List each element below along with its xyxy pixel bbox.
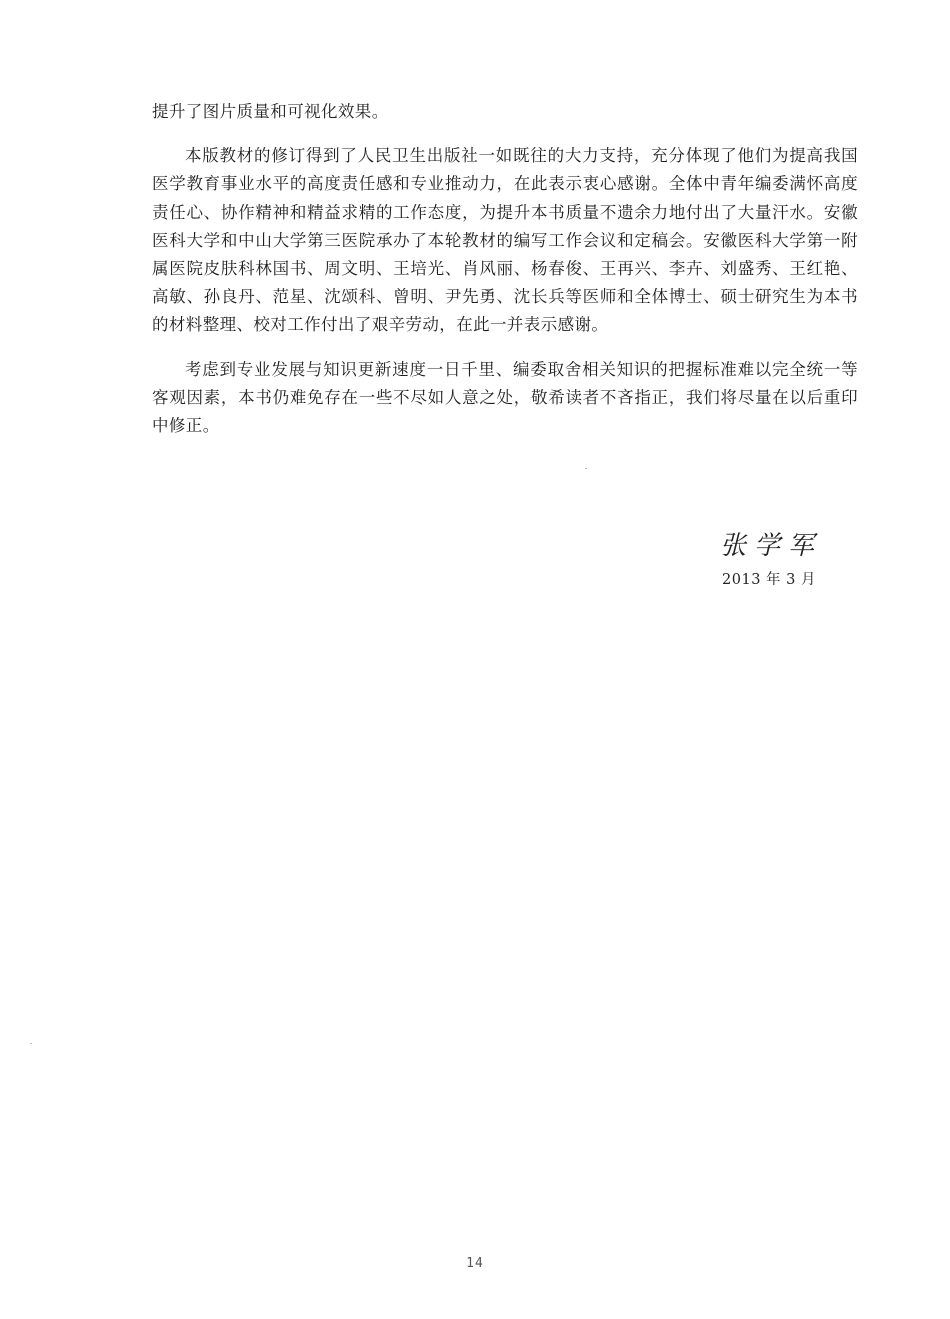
paragraph-continuation: 提升了图片质量和可视化效果。 — [152, 102, 389, 121]
scan-speck — [30, 1043, 32, 1044]
paragraph-acknowledgements: 本版教材的修订得到了人民卫生出版社一如既往的大力支持，充分体现了他们为提高我国医学教育事业水平的高度责任感和专业推动力，在此表示衷心感谢。全体中青年编委满怀高度责任心、协作精神和精益求精的工作态度，为提升本书质量不遗余力地付出了大量汗水。安徽医科大学和中山大学第三医院承办了本轮教材的编写工作会议和定稿会。安徽医科大学第一附属医院皮肤科林国书、周文明、王培光、肖风丽、杨春俊、王再兴、李卉、刘盛秀、王红艳、高敏、孙良丹、范星、沈颂科、曾明、尹先勇、沈长兵等医师和全体博士、硕士研究生为本书的材料整理、校对工作付出了艰辛劳动，在此一并表示感谢。 — [152, 146, 858, 335]
signature-date: 2013 年 3 月 — [722, 572, 816, 588]
page-number: 14 — [466, 1256, 484, 1271]
signature-block — [616, 528, 822, 590]
paragraph-closing: 考虑到专业发展与知识更新速度一日千里、编委取舍相关知识的把握标准难以完全统一等客观因素，本书仍难免存在一些不尽如人意之处，敬希读者不吝指正，我们将尽量在以后重印中修正。 — [152, 359, 858, 436]
scan-speck — [585, 468, 587, 469]
author-signature: 张学军 — [719, 531, 822, 561]
body-text — [152, 98, 858, 440]
